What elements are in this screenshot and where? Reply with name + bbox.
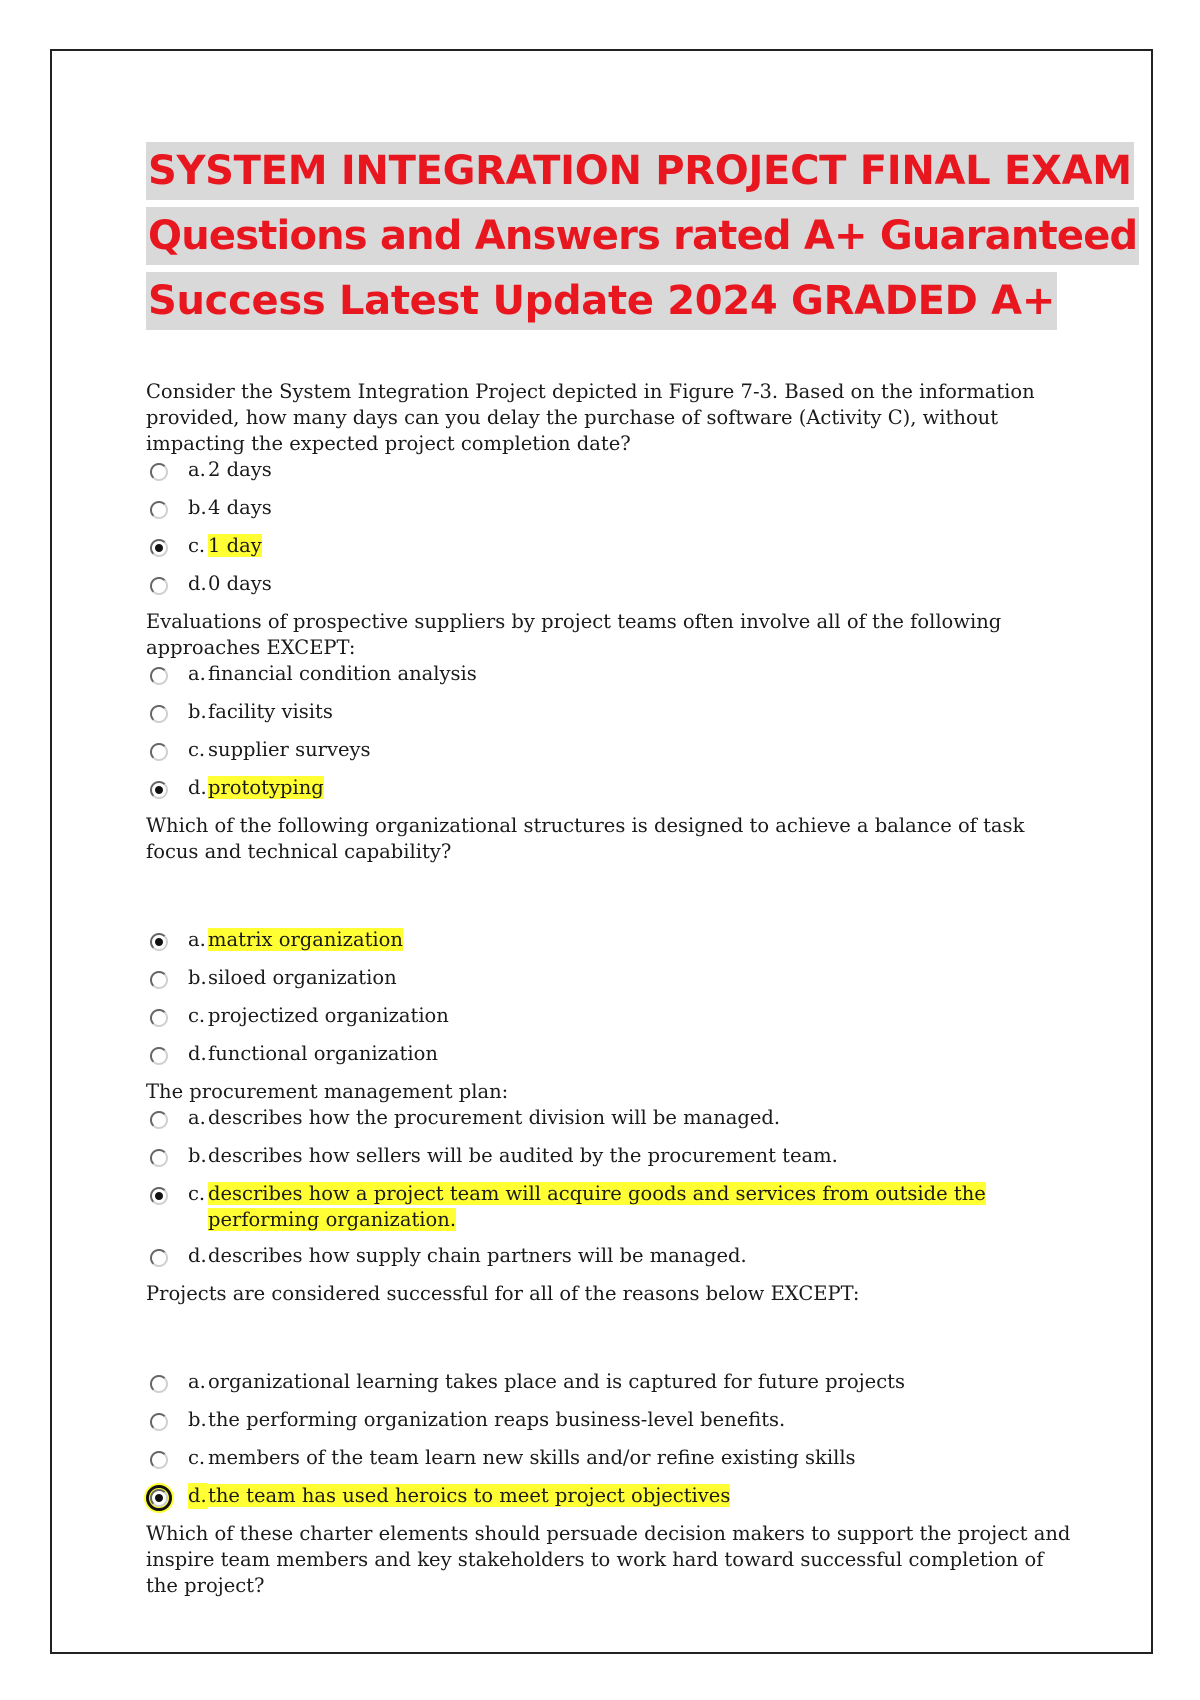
option-item-selected[interactable] <box>146 1181 1076 1243</box>
option-letter: d. <box>188 776 207 799</box>
option-item[interactable] <box>146 1041 1076 1079</box>
answer-highlight: 1 day <box>208 534 262 557</box>
question-2-options <box>146 661 1076 813</box>
spacer <box>146 865 1076 927</box>
option-text: describes how sellers will be audited by the procurement team. <box>208 1144 838 1167</box>
radio-button-selected[interactable] <box>150 933 168 951</box>
option-letter: d. <box>188 1042 207 1065</box>
radio-button[interactable] <box>150 667 168 685</box>
option-item[interactable] <box>146 1369 1076 1407</box>
option-item[interactable] <box>146 737 1076 775</box>
option-text: projectized organization <box>208 1004 449 1027</box>
option-text: describes how supply chain partners will be managed. <box>208 1244 747 1267</box>
question-3-options <box>146 927 1076 1079</box>
option-item[interactable] <box>146 1243 1076 1281</box>
question-5-options <box>146 1369 1076 1521</box>
option-text: financial condition analysis <box>208 662 477 685</box>
option-text: the performing organization reaps business-level benefits. <box>208 1408 786 1431</box>
answer-highlight: matrix organization <box>208 928 403 951</box>
question-1-options <box>146 457 1076 609</box>
option-item-selected[interactable] <box>146 533 1076 571</box>
option-letter: b. <box>188 496 207 519</box>
option-letter: b. <box>188 700 207 723</box>
radio-button[interactable] <box>150 1009 168 1027</box>
option-letter: d. <box>188 1484 207 1507</box>
option-item[interactable] <box>146 965 1076 1003</box>
option-item[interactable] <box>146 1407 1076 1445</box>
spacer <box>146 1307 1076 1369</box>
option-text <box>208 1483 1076 1509</box>
radio-button-selected[interactable] <box>150 539 168 557</box>
option-text: organizational learning takes place and is captured for future projects <box>208 1370 905 1393</box>
option-item[interactable] <box>146 457 1076 495</box>
question-3: Which of the following organizational structures is designed to achieve a balance of task focus and technical capability? <box>146 814 1025 863</box>
question-4-options <box>146 1105 1076 1281</box>
radio-button[interactable] <box>150 1413 168 1431</box>
option-letter: d. <box>188 1244 207 1267</box>
option-letter: a. <box>188 928 206 951</box>
answer-highlight: the team has used heroics to meet project objectives <box>208 1484 731 1507</box>
option-letter: c. <box>188 1182 206 1205</box>
question-2: Evaluations of prospective suppliers by project teams often involve all of the following approaches EXCEPT: <box>146 610 1002 659</box>
radio-button[interactable] <box>150 971 168 989</box>
option-item[interactable] <box>146 495 1076 533</box>
option-letter: c. <box>188 1446 206 1469</box>
radio-button[interactable] <box>150 463 168 481</box>
question-5: Projects are considered successful for all of the reasons below EXCEPT: <box>146 1282 860 1305</box>
option-letter: b. <box>188 1408 207 1431</box>
option-item[interactable] <box>146 1143 1076 1181</box>
option-item[interactable] <box>146 1445 1076 1483</box>
question-4: The procurement management plan: <box>146 1080 509 1103</box>
radio-button[interactable] <box>150 1451 168 1469</box>
option-text: 2 days <box>208 458 272 481</box>
option-item-selected[interactable] <box>146 927 1076 965</box>
option-text: 4 days <box>208 496 272 519</box>
document-title <box>146 142 1138 337</box>
option-item[interactable] <box>146 1003 1076 1041</box>
option-item[interactable] <box>146 661 1076 699</box>
option-text: members of the team learn new skills and/or refine existing skills <box>208 1446 856 1469</box>
radio-button[interactable] <box>150 1375 168 1393</box>
option-letter: a. <box>188 1106 206 1129</box>
radio-button-selected[interactable] <box>150 1187 168 1205</box>
radio-button[interactable] <box>150 1111 168 1129</box>
question-1: Consider the System Integration Project depicted in Figure 7-3. Based on the information provided, how many days can you delay the purchase of software (Activity C), without impacting the expected project completion date? <box>146 380 1035 455</box>
radio-button[interactable] <box>150 743 168 761</box>
option-item-selected[interactable] <box>146 775 1076 813</box>
option-text <box>208 775 1076 801</box>
option-text: supplier surveys <box>208 738 371 761</box>
option-letter: c. <box>188 1004 206 1027</box>
option-item[interactable] <box>146 699 1076 737</box>
option-item-selected[interactable] <box>146 1483 1076 1521</box>
radio-button[interactable] <box>150 705 168 723</box>
radio-button[interactable] <box>150 501 168 519</box>
option-letter: c. <box>188 534 206 557</box>
option-letter: d. <box>188 572 207 595</box>
option-letter: a. <box>188 662 206 685</box>
option-text <box>208 1181 1076 1233</box>
radio-button-selected[interactable] <box>150 781 168 799</box>
option-letter: a. <box>188 1370 206 1393</box>
option-letter: c. <box>188 738 206 761</box>
option-item[interactable] <box>146 571 1076 609</box>
answer-highlight: prototyping <box>208 776 324 799</box>
option-item[interactable] <box>146 1105 1076 1143</box>
option-letter: b. <box>188 1144 207 1167</box>
option-text: describes how the procurement division will be managed. <box>208 1106 781 1129</box>
title-line-1: SYSTEM INTEGRATION PROJECT FINAL EXAM <box>146 142 1134 200</box>
option-letter: a. <box>188 458 206 481</box>
option-text <box>208 927 1076 953</box>
option-text: 0 days <box>208 572 272 595</box>
option-text: functional organization <box>208 1042 438 1065</box>
title-line-2: Questions and Answers rated A+ Guaranteed <box>146 207 1139 265</box>
radio-button[interactable] <box>150 1047 168 1065</box>
title-line-3: Success Latest Update 2024 GRADED A+ <box>146 272 1057 330</box>
option-text: facility visits <box>208 700 333 723</box>
option-text: siloed organization <box>208 966 397 989</box>
answer-highlight: describes how a project team will acquire goods and services from outside the performing organization. <box>208 1182 986 1231</box>
radio-button-selected[interactable] <box>150 1489 168 1507</box>
question-6: Which of these charter elements should persuade decision makers to support the project and inspire team members and key stakeholders to work hard toward successful completion of the project? <box>146 1522 1071 1597</box>
option-letter: b. <box>188 966 207 989</box>
radio-button[interactable] <box>150 1149 168 1167</box>
document-content <box>146 142 1138 1599</box>
option-text <box>208 533 1076 559</box>
radio-button[interactable] <box>150 1249 168 1267</box>
radio-button[interactable] <box>150 577 168 595</box>
